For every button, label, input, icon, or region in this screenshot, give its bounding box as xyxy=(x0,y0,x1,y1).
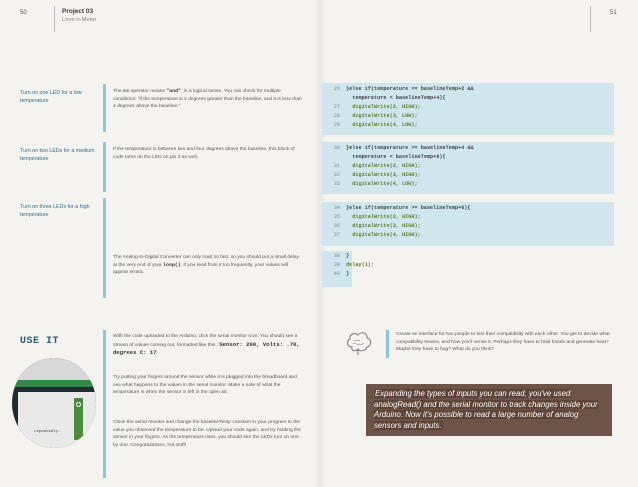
code-line-number: 29 xyxy=(333,122,340,128)
code-line-number: 35 xyxy=(333,214,340,220)
code-line xyxy=(326,85,474,93)
code-line xyxy=(326,103,421,111)
side-note-medium-temp: Turn on two LEDs for a medium temperature xyxy=(20,148,95,162)
accent-bar xyxy=(103,84,106,132)
accent-bar xyxy=(103,142,106,192)
code-line-text: digitalWrite(2, HIGH); xyxy=(346,104,421,110)
code-line xyxy=(326,144,474,152)
paragraph-medium: If the temperature is between two and four degrees above the baseline, this block of code turns on the LED on pin 3 as well. xyxy=(113,147,295,160)
header-divider-right xyxy=(590,6,591,32)
accent-bar xyxy=(386,330,389,358)
code-line-number: 30 xyxy=(333,145,340,151)
code-line-text: digitalWrite(2, HIGH); xyxy=(346,163,421,169)
code-line xyxy=(326,270,349,278)
code-line xyxy=(326,153,446,161)
code-line-number: 26 xyxy=(333,86,340,92)
code-line xyxy=(326,222,421,230)
paragraph-and-operator: The && operator means "and", in a logical sense. You can check for multiple conditions: "if the temperature is 2 degrees greater than the baseline, and it is less than 4 degrees above the baseline." xyxy=(113,89,302,110)
code-line xyxy=(326,252,349,260)
code-line-text: digitalWrite(3, HIGH); xyxy=(346,172,421,178)
serial-monitor-illustration xyxy=(12,358,96,448)
code-line-text: } xyxy=(346,253,350,259)
code-line-text: }else if(temperature >= baselineTemp+4 && xyxy=(346,145,474,151)
project-subtitle: Love-o-Meter xyxy=(62,17,97,23)
code-line xyxy=(326,180,418,188)
code-line-number: 40 xyxy=(333,271,340,277)
use-it-heading: USE IT xyxy=(20,336,60,347)
code-line-number: 27 xyxy=(333,104,340,110)
code-line xyxy=(326,213,421,221)
accent-bar xyxy=(103,198,106,298)
code-line-number: 38 xyxy=(333,253,340,259)
code-line-number: 36 xyxy=(333,223,340,229)
code-line-text: digitalWrite(2, HIGH); xyxy=(346,214,421,220)
tip-text: Create an interface for two people to test their compatibility with each other. You get to decide what compatibility means, and how you'll sense it. Perhaps they have to hold hands and generate heat? Maybe they have to hug? What do you think? xyxy=(396,332,610,353)
screen-text: repeatedly. xyxy=(34,430,61,434)
icon-circle xyxy=(76,402,81,407)
code-line-text: digitalWrite(4, HIGH); xyxy=(346,232,421,238)
code-line-text: temperature < baselineTemp+6){ xyxy=(346,154,446,160)
use-it-paragraph-3: Close the serial monitor and change the baselineTemp constant in your program to the value you observed the temperature to be. Upload your code again, and try holding the sensor in your fingers. As the temperature rises, you should see the LEDs turn on one by one. Congratulations, hot stuff! xyxy=(113,420,301,448)
code-line-number: 37 xyxy=(333,232,340,238)
code-line-text: digitalWrite(4, LOW); xyxy=(346,122,418,128)
code-line-text: digitalWrite(4, LOW); xyxy=(346,181,418,187)
code-line-number: 33 xyxy=(333,181,340,187)
code-line-number: 39 xyxy=(333,262,340,268)
code-line-number: 32 xyxy=(333,172,340,178)
side-note-high-temp: Turn on three LEDs for a high temperature xyxy=(20,204,90,218)
code-line xyxy=(326,112,418,120)
accent-bar xyxy=(103,330,106,478)
code-line xyxy=(326,261,374,269)
code-line xyxy=(326,121,418,129)
side-note-low-temp: Turn on one LED for a low temperature xyxy=(20,90,82,104)
use-it-paragraph-1: With the code uploaded to the Arduino, click the serial monitor icon. You should see a stream of values coming out, formatted like this : Sensor: 200, Volts: .70, degrees C: 17 xyxy=(113,334,300,357)
code-line-text: temperature < baselineTemp+4){ xyxy=(346,95,446,101)
code-line-text: digitalWrite(3, HIGH); xyxy=(346,223,421,229)
code-line-number: 31 xyxy=(333,163,340,169)
header-divider xyxy=(54,6,55,32)
code-line-text: digitalWrite(3, LOW); xyxy=(346,113,418,119)
code-line-text: }else if(temperature >= baselineTemp+2 && xyxy=(346,86,474,92)
code-line xyxy=(326,162,421,170)
paragraph-adc-delay: The Analog-to-Digital Converter can only read so fast, so you should put a small delay at the very end of your loop(). If you read from it too frequently, your values will appear erratic. xyxy=(113,255,299,276)
page-number-right: 51 xyxy=(610,10,617,16)
project-title: Project 03 xyxy=(62,8,94,15)
code-line-number: 34 xyxy=(333,205,340,211)
code-line xyxy=(326,94,446,102)
summary-callout: Expanding the types of inputs you can read, you've used analogRead() and the serial monitor to track changes inside your Arduino. Now it's possible to read a large number of analog sensors and inputs. xyxy=(366,384,612,436)
code-line-text: } xyxy=(346,271,350,277)
code-line xyxy=(326,231,421,239)
code-line-text: delay(1); xyxy=(346,262,375,268)
code-line xyxy=(326,171,421,179)
code-line-number: 28 xyxy=(333,113,340,119)
brain-icon xyxy=(344,331,374,357)
code-line xyxy=(326,204,471,212)
page-number-left: 50 xyxy=(20,10,27,16)
code-line-text: }else if(temperature >= baselineTemp+6){ xyxy=(346,205,471,211)
use-it-paragraph-2: Try putting your fingers around the sensor while it is plugged into the breadboard and see what happens to the values in the serial monitor. Make a note of what the temperature is when the sensor is left in the open air. xyxy=(113,375,297,396)
